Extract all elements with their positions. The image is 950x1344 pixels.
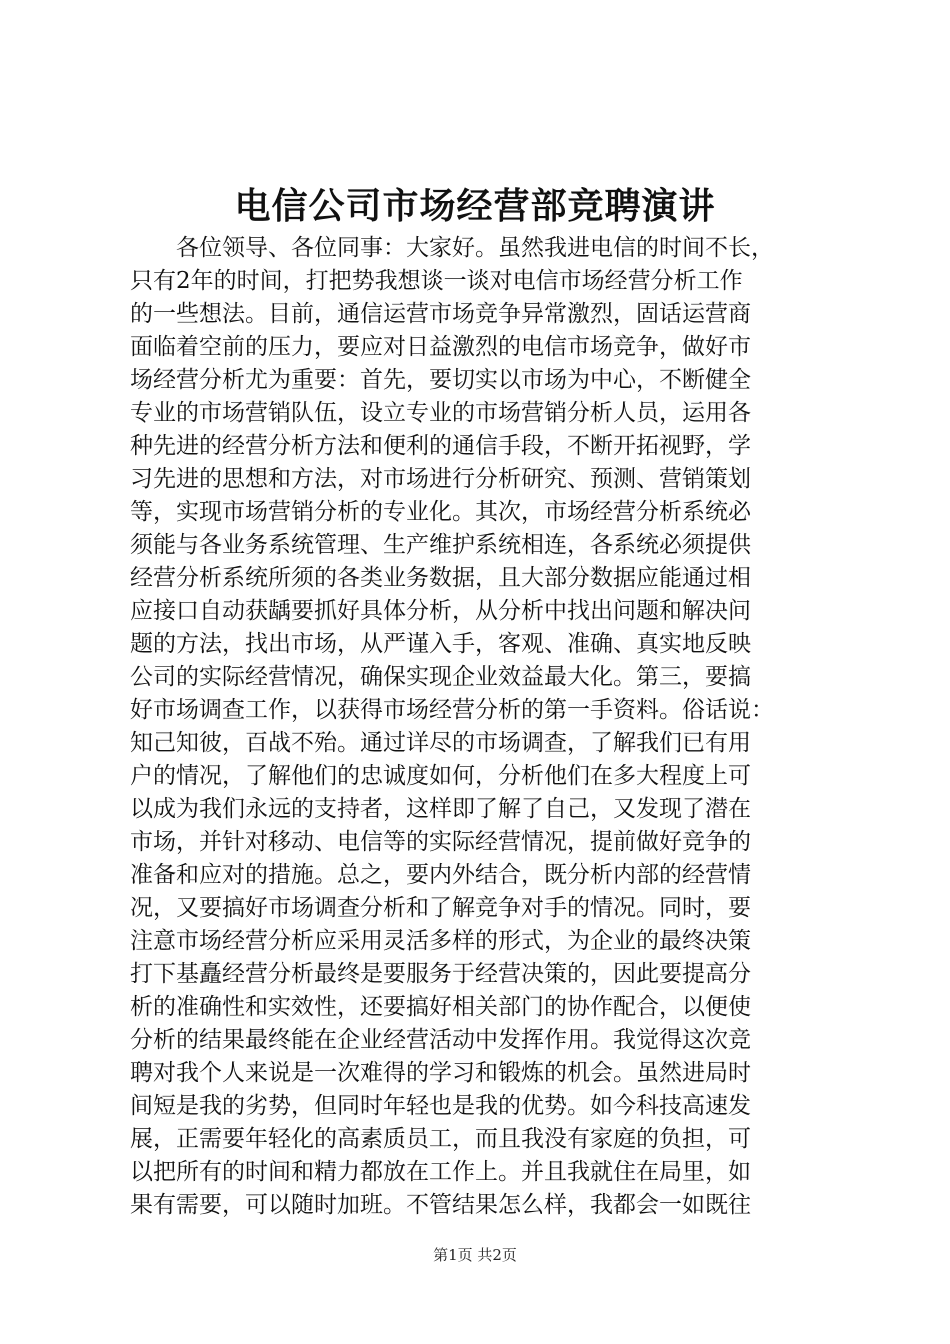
body-line: 专业的市场营销队伍，设立专业的市场营销分析人员，运用各 [130,400,751,426]
body-line: 分析的结果最终能在企业经营活动中发挥作用。我觉得这次竞 [130,1027,751,1053]
body-line: 题的方法，找出市场，从严谨入手，客观、准确、真实地反映 [130,631,751,657]
body-line: 的一些想法。目前，通信运营市场竞争异常激烈，固话运营商 [130,301,751,327]
body-line: 户的情况，了解他们的忠诚度如何，分析他们在多大程度上可 [130,763,751,789]
body-line: 习先进的思想和方法，对市场进行分析研究、预测、营销策划 [130,466,751,492]
body-line: 析的准确性和实效性，还要搞好相关部门的协作配合，以便使 [130,994,751,1020]
body-line: 聘对我个人来说是一次难得的学习和锻炼的机会。虽然进局时 [130,1060,751,1086]
body-line: 场经营分析尤为重要：首先，要切实以市场为中心，不断健全 [130,367,751,393]
body-line: 公司的实际经营情况，确保实现企业效益最大化。第三，要搞 [130,664,751,690]
body-line: 打下基矗经营分析最终是要服务于经营决策的，因此要提高分 [130,961,751,987]
body-line: 间短是我的劣势，但同时年轻也是我的优势。如今科技高速发 [130,1093,751,1119]
body-line: 知己知彼，百战不殆。通过详尽的市场调查，了解我们已有用 [130,730,751,756]
body-line: 只有2年的时间，打把势我想谈一谈对电信市场经营分析工作 [130,268,743,294]
body-line: 好市场调查工作，以获得市场经营分析的第一手资料。俗话说： [130,697,774,723]
body-line: 经营分析系统所须的各类业务数据，且大部分数据应能通过相 [130,565,751,591]
body-line: 须能与各业务系统管理、生产维护系统相连，各系统必须提供 [130,532,751,558]
body-line: 面临着空前的压力，要应对日益激烈的电信市场竞争，做好市 [130,334,751,360]
document-title: 电信公司市场经营部竞聘演讲 [234,186,716,227]
body-line: 况，又要搞好市场调查分析和了解竞争对手的情况。同时，要 [130,895,751,921]
body-line: 展，正需要年轻化的高素质员工，而且我没有家庭的负担，可 [130,1126,751,1152]
document-body [130,232,830,1222]
body-line: 以成为我们永远的支持者，这样即了解了自己，又发现了潜在 [130,796,751,822]
body-line: 等，实现市场营销分析的专业化。其次，市场经营分析系统必 [130,499,751,525]
body-line: 果有需要，可以随时加班。不管结果怎么样，我都会一如既往 [130,1192,751,1218]
page-number-footer: 第1页 共2页 [433,1246,517,1264]
body-line: 种先进的经营分析方法和便利的通信手段，不断开拓视野，学 [130,433,751,459]
body-line: 市场，并针对移动、电信等的实际经营情况，提前做好竞争的 [130,829,751,855]
body-line: 各位领导、各位同事：大家好。虽然我进电信的时间不长， [176,235,774,261]
body-line: 准备和应对的措施。总之，要内外结合，既分析内部的经营情 [130,862,751,888]
body-line: 以把所有的时间和精力都放在工作上。并且我就住在局里，如 [130,1159,751,1185]
body-line: 注意市场经营分析应采用灵活多样的形式，为企业的最终决策 [130,928,751,954]
body-line: 应接口自动获龋要抓好具体分析，从分析中找出问题和解决问 [130,598,751,624]
